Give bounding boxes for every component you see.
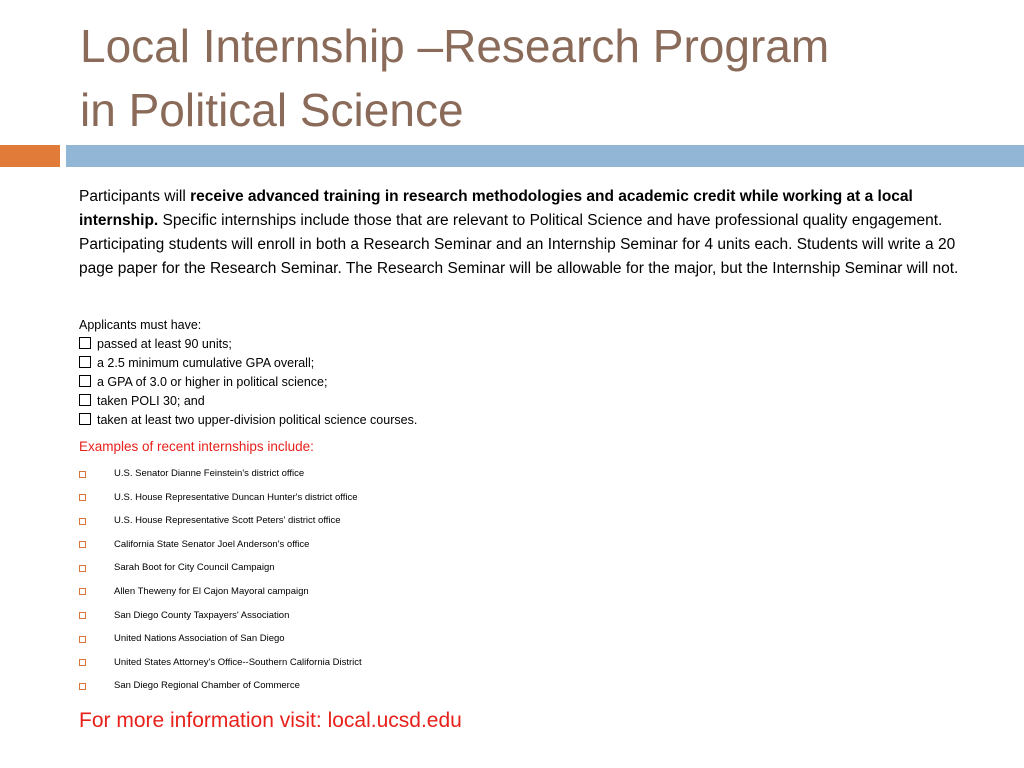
requirement-text: taken at least two upper-division political science courses. — [97, 413, 418, 427]
intro-rest: Specific internships include those that are relevant to Political Science and have professional quality engagement. Participating students will enroll in both a Research Seminar and an Internship Seminar for 4 units each. Students will write a 20 page paper for the Research Seminar. The Research Seminar will be allowable for the major, but the Internship Seminar will not. — [79, 212, 959, 277]
requirement-text: a 2.5 minimum cumulative GPA overall; — [97, 356, 315, 370]
checkbox-icon — [79, 356, 91, 368]
example-text: U.S. House Representative Scott Peters' district office — [114, 515, 341, 527]
square-bullet-icon — [79, 588, 86, 595]
example-text: United States Attorney's Office--Southern California District — [114, 656, 362, 668]
example-text: Sarah Boot for City Council Campaign — [114, 562, 275, 574]
example-text: United Nations Association of San Diego — [114, 633, 285, 645]
intro-lead: Participants will — [79, 188, 191, 205]
requirement-item — [79, 354, 679, 373]
square-bullet-icon — [79, 659, 86, 666]
list-item — [79, 580, 679, 604]
requirement-item — [79, 411, 679, 430]
square-bullet-icon — [79, 494, 86, 501]
list-item — [79, 486, 679, 510]
square-bullet-icon — [79, 612, 86, 619]
example-text: San Diego County Taxpayers' Association — [114, 609, 290, 621]
more-info-link[interactable]: For more information visit: local.ucsd.edu — [79, 709, 462, 732]
square-bullet-icon — [79, 636, 86, 643]
slide-title-line-1: Local Internship –Research Program — [80, 20, 830, 72]
requirement-item — [79, 392, 679, 411]
example-text: California State Senator Joel Anderson's office — [114, 538, 310, 550]
slide-title — [80, 14, 1000, 142]
requirement-text: passed at least 90 units; — [97, 337, 232, 351]
accent-bar-orange — [0, 145, 60, 167]
list-item — [79, 627, 679, 651]
intro-paragraph — [79, 185, 969, 281]
examples-heading: Examples of recent internships include: — [79, 439, 314, 454]
intro-bold: receive advanced training in research methodologies and academic credit while working at a local internship. — [79, 188, 913, 229]
square-bullet-icon — [79, 565, 86, 572]
list-item — [79, 509, 679, 533]
requirement-text: taken POLI 30; and — [97, 394, 205, 408]
example-text: U.S. House Representative Duncan Hunter's district office — [114, 491, 358, 503]
checkbox-icon — [79, 413, 91, 425]
list-item — [79, 462, 679, 486]
checkbox-icon — [79, 394, 91, 406]
square-bullet-icon — [79, 471, 86, 478]
slide-title-line-2: in Political Science — [80, 84, 464, 136]
list-item — [79, 556, 679, 580]
examples-list — [79, 462, 679, 698]
checkbox-icon — [79, 375, 91, 387]
list-item — [79, 651, 679, 675]
square-bullet-icon — [79, 683, 86, 690]
example-text: U.S. Senator Dianne Feinstein's district office — [114, 468, 305, 479]
example-text: Allen Theweny for El Cajon Mayoral campaign — [114, 585, 309, 597]
square-bullet-icon — [79, 541, 86, 548]
requirement-item — [79, 335, 679, 354]
checkbox-icon — [79, 337, 91, 349]
requirement-text: a GPA of 3.0 or higher in political science; — [97, 375, 328, 389]
accent-bar-blue — [66, 145, 1024, 167]
requirements-block — [79, 316, 679, 430]
list-item — [79, 533, 679, 557]
list-item — [79, 674, 679, 698]
square-bullet-icon — [79, 518, 86, 525]
requirement-item — [79, 373, 679, 392]
list-item — [79, 604, 679, 628]
example-text: San Diego Regional Chamber of Commerce — [114, 680, 300, 692]
requirements-heading: Applicants must have: — [79, 318, 202, 332]
